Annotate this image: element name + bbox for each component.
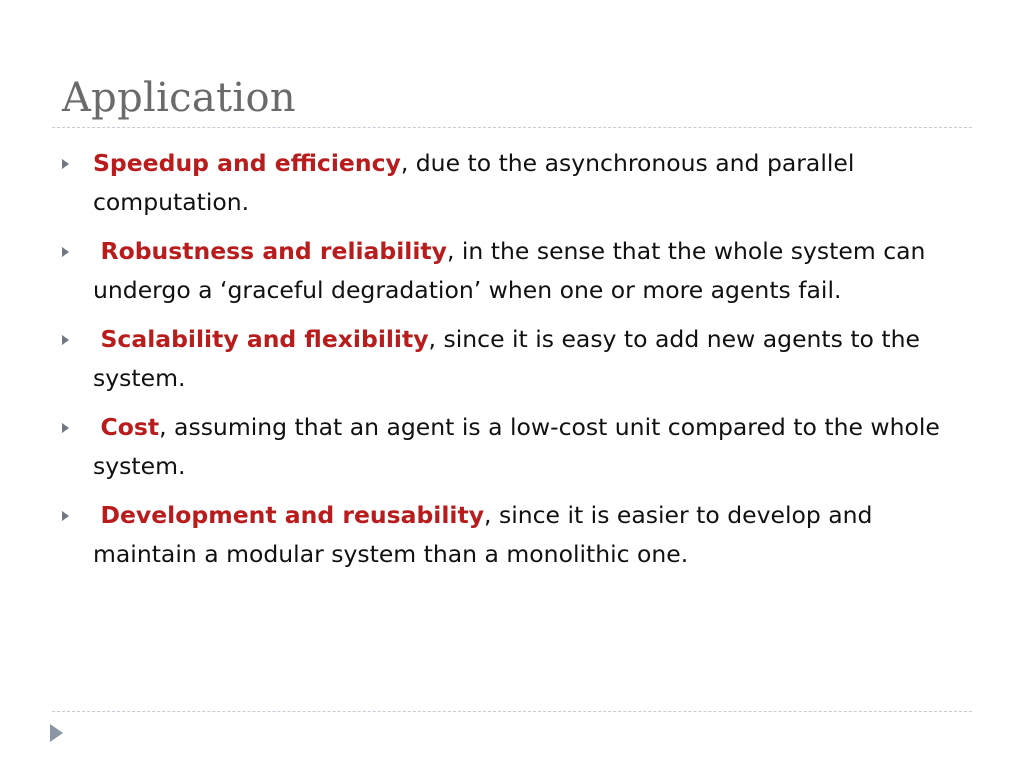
bullet-item — [62, 408, 967, 486]
bullet-term: Speedup and efficiency — [93, 149, 401, 177]
bullet-triangle-icon — [62, 511, 69, 521]
bullet-text: , in the sense that the whole system can undergo a ‘graceful degradation’ when one or more agents fail. — [93, 237, 926, 304]
bullet-term: Robustness and reliability — [100, 237, 447, 265]
bullet-text: , assuming that an agent is a low-cost unit compared to the whole system. — [93, 413, 940, 480]
bullet-triangle-icon — [62, 335, 69, 345]
bullet-list — [62, 144, 967, 584]
bullet-item — [62, 496, 967, 574]
bullet-text: , since it is easy to add new agents to the system. — [93, 325, 920, 392]
bullet-term: Cost — [100, 413, 160, 441]
bullet-term: Scalability and flexibility — [100, 325, 429, 353]
bullet-item — [62, 320, 967, 398]
bullet-text: , due to the asynchronous and parallel computation. — [93, 149, 855, 216]
slide-title: Application — [62, 75, 296, 121]
bullet-text: , since it is easier to develop and maintain a modular system than a monolithic one. — [93, 501, 873, 568]
bullet-triangle-icon — [62, 159, 69, 169]
footer-divider — [52, 711, 972, 712]
bullet-term: Development and reusability — [100, 501, 485, 529]
bullet-item — [62, 144, 967, 222]
title-divider — [52, 127, 972, 128]
bullet-triangle-icon — [62, 247, 69, 257]
bullet-item — [62, 232, 967, 310]
bullet-triangle-icon — [62, 423, 69, 433]
next-slide-triangle-icon[interactable] — [50, 724, 63, 742]
